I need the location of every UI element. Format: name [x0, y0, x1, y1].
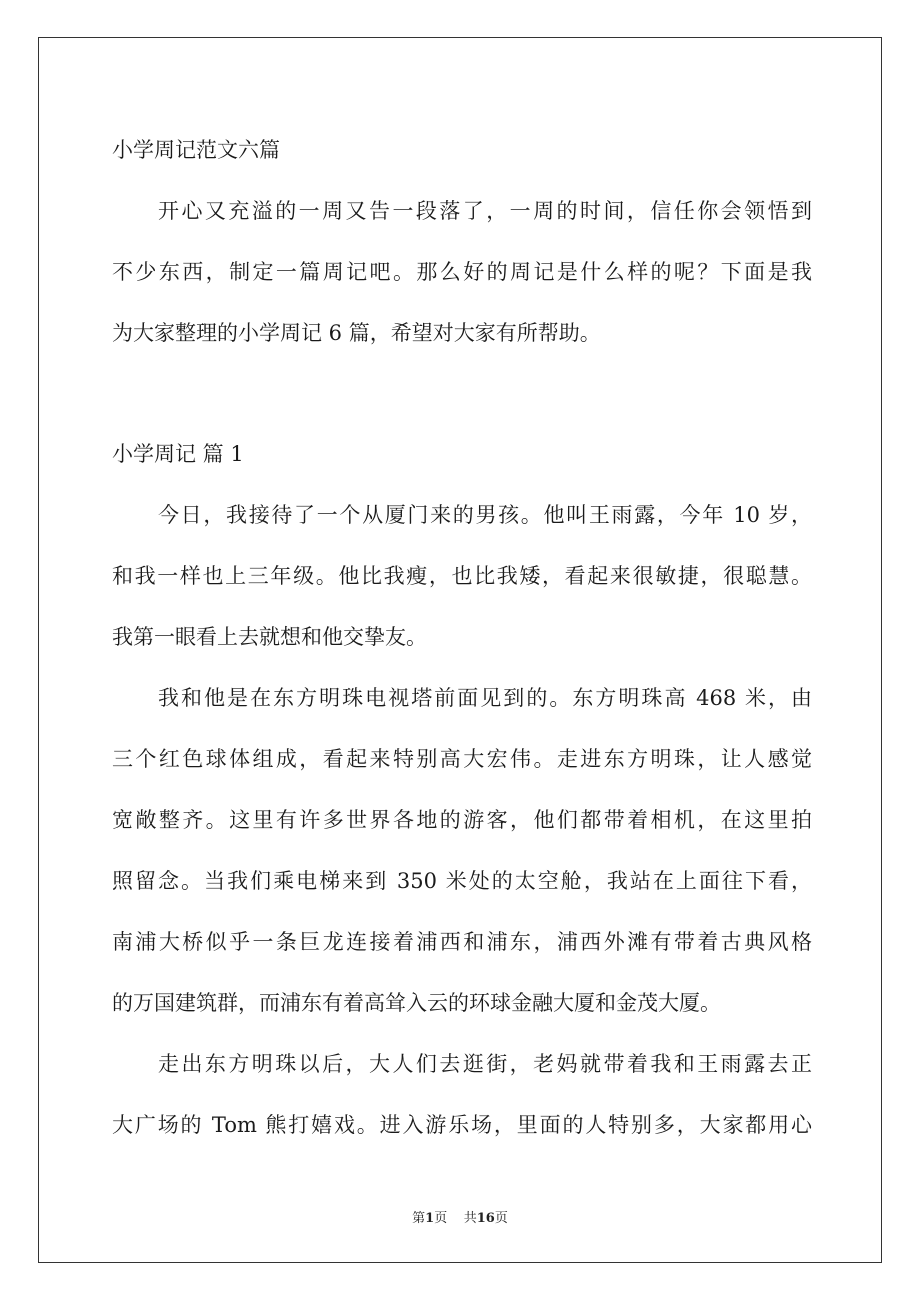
text-line: 三个红色球体组成，看起来特别高大宏伟。走进东方明珠，让人感觉 — [112, 747, 812, 771]
paragraph-2 — [112, 668, 812, 1034]
text-line: 今日，我接待了一个从厦门来的男孩。他叫王雨露，今年 10 岁， — [158, 503, 812, 527]
text-line: 开心又充溢的一周又告一段落了，一周的时间，信任你会领悟到 — [158, 199, 812, 223]
text-line: 不少东西，制定一篇周记吧。那么好的周记是什么样的呢？下面是我 — [112, 260, 812, 284]
page-footer — [0, 1207, 920, 1226]
text-line: 的万国建筑群，而浦东有着高耸入云的环球金融大厦和金茂大厦。 — [112, 991, 721, 1015]
text-line: 照留念。当我们乘电梯来到 350 米处的太空舱，我站在上面往下看， — [112, 869, 812, 893]
footer-total-unit: 页 — [494, 1211, 508, 1226]
paragraph-3 — [112, 1034, 812, 1156]
current-page-number: 1 — [425, 1211, 435, 1226]
text-line: 和我一样也上三年级。他比我瘦，也比我矮，看起来很敏捷，很聪慧。 — [112, 564, 812, 588]
text-line: 我和他是在东方明珠电视塔前面见到的。东方明珠高 468 米，由 — [158, 686, 812, 710]
spacer — [112, 364, 812, 424]
section-heading: 小学周记 篇 1 — [112, 442, 244, 466]
text-line: 为大家整理的小学周记 6 篇，希望对大家有所帮助。 — [112, 321, 601, 345]
document-body — [112, 120, 812, 1156]
text-line: 南浦大桥似乎一条巨龙连接着浦西和浦东，浦西外滩有带着古典风格 — [112, 930, 812, 954]
text-line: 大广场的 Tom 熊打嬉戏。进入游乐场，里面的人特别多，大家都用心 — [112, 1113, 812, 1137]
text-line: 我第一眼看上去就想和他交挚友。 — [112, 625, 427, 649]
footer-page-unit: 页 — [434, 1211, 448, 1226]
text-line: 走出东方明珠以后，大人们去逛街，老妈就带着我和王雨露去正 — [158, 1052, 812, 1076]
paragraph-1 — [112, 485, 812, 668]
footer-total-prefix: 共 — [463, 1211, 477, 1226]
intro-paragraph — [112, 181, 812, 364]
footer-prefix: 第 — [412, 1211, 426, 1226]
total-page-count: 16 — [476, 1211, 495, 1226]
document-title: 小学周记范文六篇 — [112, 138, 280, 162]
text-line: 宽敞整齐。这里有许多世界各地的游客，他们都带着相机，在这里拍 — [112, 808, 812, 832]
